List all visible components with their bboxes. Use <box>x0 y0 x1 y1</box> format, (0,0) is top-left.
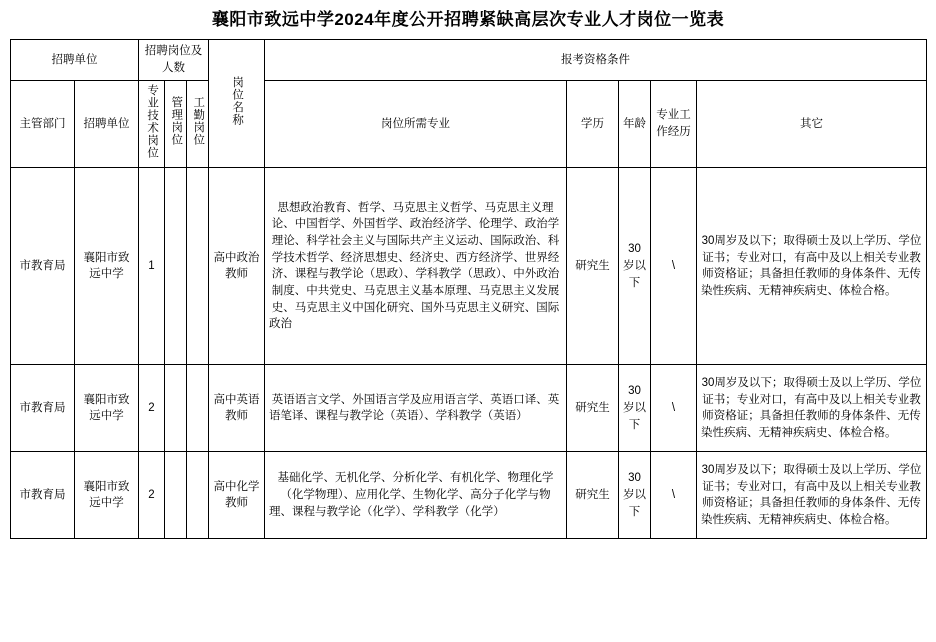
cell-work-exp: \ <box>651 168 697 365</box>
cell-major-required: 基础化学、无机化学、分析化学、有机化学、物理化学（化学物理）、应用化学、生物化学、高分子化学与物理、课程与教学论（化学）、学科教学（化学） <box>265 452 567 539</box>
cell-post-name: 高中英语教师 <box>209 365 265 452</box>
cell-post-name: 高中政治教师 <box>209 168 265 365</box>
cell-recruit-unit: 襄阳市致远中学 <box>75 168 139 365</box>
header-worker-post <box>187 80 209 168</box>
table-row <box>11 452 927 539</box>
header-tech-post <box>139 80 165 168</box>
cell-age: 30岁以下 <box>619 452 651 539</box>
header-recruit-unit: 招聘单位 <box>75 80 139 168</box>
header-posts-group: 招聘岗位及人数 <box>139 40 209 80</box>
cell-manage-post <box>165 452 187 539</box>
cell-supervisor: 市教育局 <box>11 365 75 452</box>
cell-worker-post <box>187 168 209 365</box>
header-post-name-label: 岗位名称 <box>231 76 244 127</box>
table-header-sub-row <box>11 80 927 168</box>
cell-recruit-unit: 襄阳市致远中学 <box>75 365 139 452</box>
table-header-top-row <box>11 40 927 80</box>
cell-age: 30岁以下 <box>619 168 651 365</box>
cell-manage-post <box>165 365 187 452</box>
header-tech-post-label: 专业技术岗位 <box>146 83 159 159</box>
recruitment-table <box>10 39 927 539</box>
cell-education: 研究生 <box>567 168 619 365</box>
header-age: 年龄 <box>619 80 651 168</box>
cell-tech-post: 2 <box>139 452 165 539</box>
cell-education: 研究生 <box>567 452 619 539</box>
header-work-exp: 专业工作经历 <box>651 80 697 168</box>
table-row <box>11 168 927 365</box>
cell-other: 30周岁及以下；取得硕士及以上学历、学位证书；专业对口，有高中及以上相关专业教师资格证；具备担任教师的身体条件、无传染性疾病、无精神疾病史、体检合格。 <box>697 168 927 365</box>
header-education: 学历 <box>567 80 619 168</box>
cell-education: 研究生 <box>567 365 619 452</box>
cell-other: 30周岁及以下；取得硕士及以上学历、学位证书；专业对口，有高中及以上相关专业教师资格证；具备担任教师的身体条件、无传染性疾病、无精神疾病史、体检合格。 <box>697 365 927 452</box>
cell-major-required: 英语语言文学、外国语言学及应用语言学、英语口译、英语笔译、课程与教学论（英语）、学科教学（英语） <box>265 365 567 452</box>
cell-supervisor: 市教育局 <box>11 168 75 365</box>
cell-work-exp: \ <box>651 452 697 539</box>
table-row <box>11 365 927 452</box>
cell-supervisor: 市教育局 <box>11 452 75 539</box>
cell-recruit-unit: 襄阳市致远中学 <box>75 452 139 539</box>
header-post-name-cell <box>209 40 265 168</box>
cell-other: 30周岁及以下；取得硕士及以上学历、学位证书；专业对口，有高中及以上相关专业教师资格证；具备担任教师的身体条件、无传染性疾病、无精神疾病史、体检合格。 <box>697 452 927 539</box>
cell-post-name: 高中化学教师 <box>209 452 265 539</box>
header-other: 其它 <box>697 80 927 168</box>
header-manage-post-label: 管理岗位 <box>170 96 183 147</box>
cell-tech-post: 2 <box>139 365 165 452</box>
cell-worker-post <box>187 452 209 539</box>
header-worker-post-label: 工勤岗位 <box>192 96 205 147</box>
header-recruit-unit-group: 招聘单位 <box>11 40 139 80</box>
page-title: 襄阳市致远中学2024年度公开招聘紧缺高层次专业人才岗位一览表 <box>211 10 725 29</box>
cell-manage-post <box>165 168 187 365</box>
cell-worker-post <box>187 365 209 452</box>
cell-tech-post: 1 <box>139 168 165 365</box>
header-manage-post <box>165 80 187 168</box>
cell-work-exp: \ <box>651 365 697 452</box>
cell-major-required: 思想政治教育、哲学、马克思主义哲学、马克思主义理论、中国哲学、外国哲学、政治经济学、伦理学、政治学理论、科学社会主义与国际共产主义运动、国际政治、科学技术哲学、经济思想史、经济史、西方经济学、世界经济、课程与教学论（思政）、学科教学（思政）、中外政治制度、中共党史、马克思主义基本原理、马克思主义发展史、马克思主义中国化研究、国外马克思主义研究、国际政治 <box>265 168 567 365</box>
header-major-required: 岗位所需专业 <box>265 80 567 168</box>
header-qualifications-group: 报考资格条件 <box>265 40 927 80</box>
cell-age: 30岁以下 <box>619 365 651 452</box>
header-supervisor: 主管部门 <box>11 80 75 168</box>
